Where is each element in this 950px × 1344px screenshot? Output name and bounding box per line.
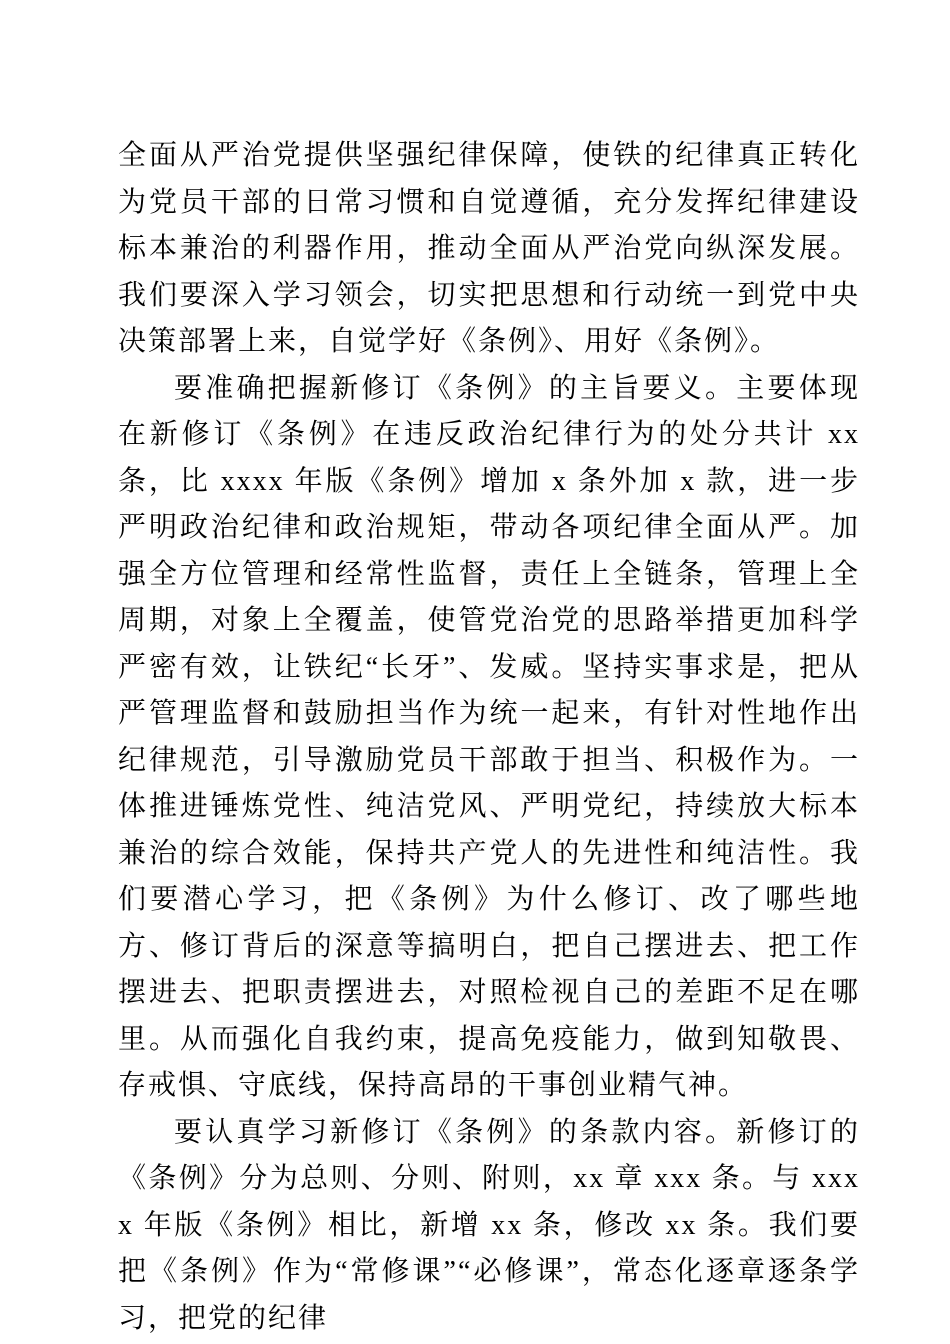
paragraph-3: 要认真学习新修订《条例》的条款内容。新修订的《条例》分为总则、分则、附则，xx 章 xxx 条。与 xxxx 年版《条例》相比，新增 xx 条，修改 xx 条。我们要把《条例》作为“常修课”“必修课”，常态化逐章逐条学习，把党的纪律 bbox=[118, 1116, 860, 1334]
paragraph-2: 要准确把握新修订《条例》的主旨要义。主要体现在新修订《条例》在违反政治纪律行为的处分共计 xx 条，比 xxxx 年版《条例》增加 x 条外加 x 款，进一步严明政治纪律和政治规矩，带动各项纪律全面从严。加强全方位管理和经常性监督，责任上全链条，管理上全周期，对象上全覆盖，使管党治党的思路举措更加科学严密有效，让铁纪“长牙”、发威。坚持实事求是，把从严管理监督和鼓励担当作为统一起来，有针对性地作出纪律规范，引导激励党员干部敢于担当、积极作为。一体推进锤炼党性、纯洁党风、严明党纪，持续放大标本兼治的综合效能，保持共产党人的先进性和纯洁性。我们要潜心学习，把《条例》为什么修订、改了哪些地方、修订背后的深意等搞明白，把自己摆进去、把工作摆进去、把职责摆进去，对照检视自己的差距不足在哪里。从而强化自我约束，提高免疫能力，做到知敬畏、存戒惧、守底线，保持高昂的干事创业精气神。 bbox=[118, 372, 860, 1101]
document-body bbox=[118, 133, 860, 1342]
paragraph-1: 全面从严治党提供坚强纪律保障，使铁的纪律真正转化为党员干部的日常习惯和自觉遵循，充分发挥纪律建设标本兼治的利器作用，推动全面从严治党向纵深发展。我们要深入学习领会，切实把思想和行动统一到党中央决策部署上来，自觉学好《条例》、用好《条例》。 bbox=[118, 140, 860, 357]
